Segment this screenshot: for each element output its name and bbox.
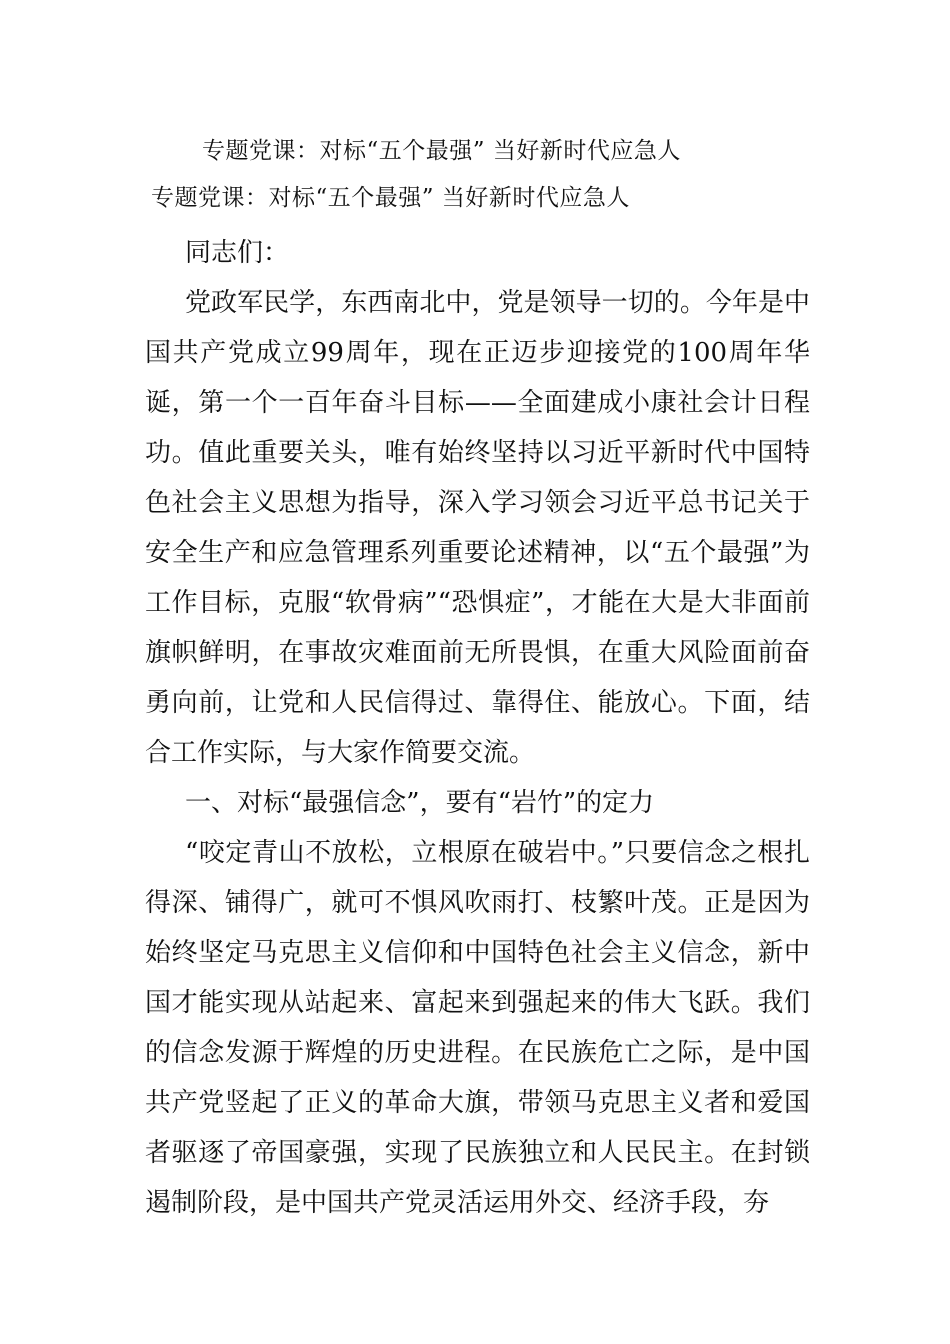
document-body	[145, 228, 810, 1228]
section-heading-1: 一、对标“最强信念”，要有“岩竹”的定力	[185, 788, 655, 818]
greeting: 同志们：	[185, 238, 290, 268]
document-subtitle: 专题党课：对标“五个最强” 当好新时代应急人	[151, 185, 630, 211]
paragraph-section-1: “咬定青山不放松，立根原在破岩中。”只要信念之根扎得深、铺得广，就可不惧风吹雨打、枝繁叶茂。正是因为始终坚定马克思主义信仰和中国特色社会主义信念，新中国才能实现从站起来、富起来到强起来的伟大飞跃。我们的信念发源于辉煌的历史进程。在民族危亡之际，是中国共产党竖起了正义的革命大旗，带领马克思主义者和爱国者驱逐了帝国豪强，实现了民族独立和人民民主。在封锁遏制阶段，是中国共产党灵活运用外交、经济手段，夯	[145, 838, 810, 1218]
paragraph-intro: 党政军民学，东西南北中，党是领导一切的。今年是中国共产党成立99周年，现在正迈步迎接党的100周年华诞，第一个一百年奋斗目标——全面建成小康社会计日程功。值此重要关头，唯有始终坚持以习近平新时代中国特色社会主义思想为指导，深入学习领会习近平总书记关于安全生产和应急管理系列重要论述精神，以“五个最强”为工作目标，克服“软骨病”“恐惧症”，才能在大是大非面前旗帜鲜明，在事故灾难面前无所畏惧，在重大风险面前奋勇向前，让党和人民信得过、靠得住、能放心。下面，结合工作实际，与大家作简要交流。	[145, 288, 810, 768]
document-title: 专题党课：对标“五个最强” 当好新时代应急人	[202, 138, 681, 164]
